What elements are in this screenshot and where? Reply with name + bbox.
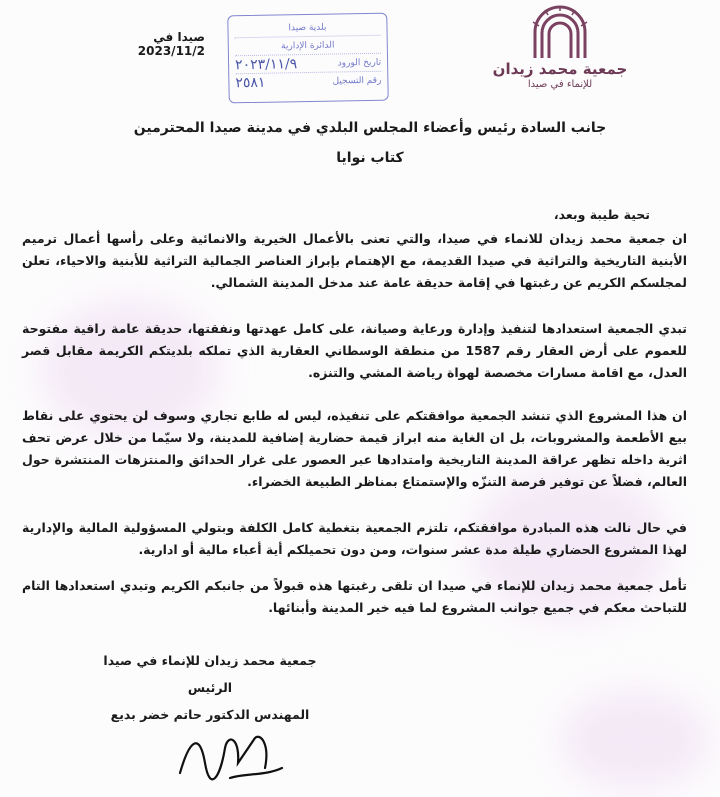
incoming-stamp (227, 13, 389, 104)
body-paragraph-4: في حال نالت هذه المبادرة موافقتكم، تلتزم الجمعية بتغطية كامل الكلفة وبتولي المسؤولية المالية والإدارية لهذا المشروع الحضاري طيلة مدة عشر سنوات، ومن دون تحميلكم أية أعباء مالية أو ادارية. (22, 520, 687, 557)
organization-tagline: للإنماء في صيدا (527, 79, 593, 90)
stamp-line (235, 72, 381, 92)
body-paragraph-3: ان هذا المشروع الذي تنشد الجمعية موافقتكم على تنفيذه، ليس له طابع تجاري وسوف لن يحتوي على نقاط بيع الأطعمة والمشروبات، بل ان الغاية منه ابراز قيمة حضارية إضافية للمدينة، ولا سيّما من خلال عرض تحف اثرية داخله تظهر عراقة المدينة التاريخية وامتدادها عبر العصور على غرار الحدائق والمنتزهات المنتشرة حول العالم، فضلاً عن توفير فرصة التنزّه والإستمتاع بمناظر الطبيعة الخضراء. (22, 408, 687, 489)
greeting: تحية طيبة وبعد، (553, 207, 650, 222)
stamp-org: بلدية صيدا (288, 22, 327, 33)
signature-org: جمعية محمد زيدان للإنماء في صيدا (103, 653, 317, 668)
arch-logo-icon (527, 4, 593, 60)
stamp-number-label: رقم التسجيل (332, 75, 382, 87)
stamp-date-label: تاريخ الورود (337, 57, 382, 68)
letter-date: صيدا في 2023/11/2 (137, 30, 205, 58)
letter-subject: كتاب نوايا (336, 150, 404, 166)
addressee-line: جانب السادة رئيس وأعضاء المجلس البلدي في مدينة صيدا المحترمين (133, 120, 607, 136)
body-paragraph-1: ان جمعية محمد زيدان للانماء في صيدا، والتي تعنى بالأعمال الخيرية والانمائية وعلى رأسها أعمال ترميم الأبنية التاريخية والتراثية في صيدا القديمة، مع الإهتمام بإبراز العناصر الجمالية التراثية للأبنية والاحياء، تعلن لمجلسكم الكريم عن رغبتها في إقامة حديقة عامة عند مدخل المدينة الشمالي. (22, 231, 687, 290)
body-paragraph-2: تبدي الجمعية استعدادها لتنفيذ وإدارة ورعاية وصيانة، على كامل عهدتها ونفقتها، حديقة عامة راقية مفتوحة للعموم على أرض العقار رقم 1587 من منطقة الوسطاني العقارية الذي تملكه بلديتكم الكريمة مقابل قصر العدل، مع اقامة مسارات مخصصة لهواة رياضة المشي والتنزه. (22, 321, 687, 380)
body-paragraph-5: تأمل جمعية محمد زيدان للإنماء في صيدا ان تلقى رغبتها هذه قبولاً من جانبكم الكريم وتبدي استعدادها التام للتباحث معكم في جميع جوانب المشروع لما فيه خير المدينة وأبنائها. (22, 578, 687, 615)
organization-logo (490, 4, 630, 104)
stamp-date-value: ٢٠٢٣/١١/٩ (234, 55, 298, 73)
organization-name: جمعية محمد زيدان (492, 60, 628, 78)
stamp-department: الدائرة الإدارية (281, 40, 335, 51)
signature-role: الرئيس (187, 680, 233, 695)
paper-tint (560, 690, 710, 790)
stamp-number-value: ٢٥٨١ (235, 74, 266, 91)
handwritten-signature-icon (170, 718, 290, 788)
signature-name: المهندس الدكتور حاتم خضر بديع (110, 707, 310, 722)
